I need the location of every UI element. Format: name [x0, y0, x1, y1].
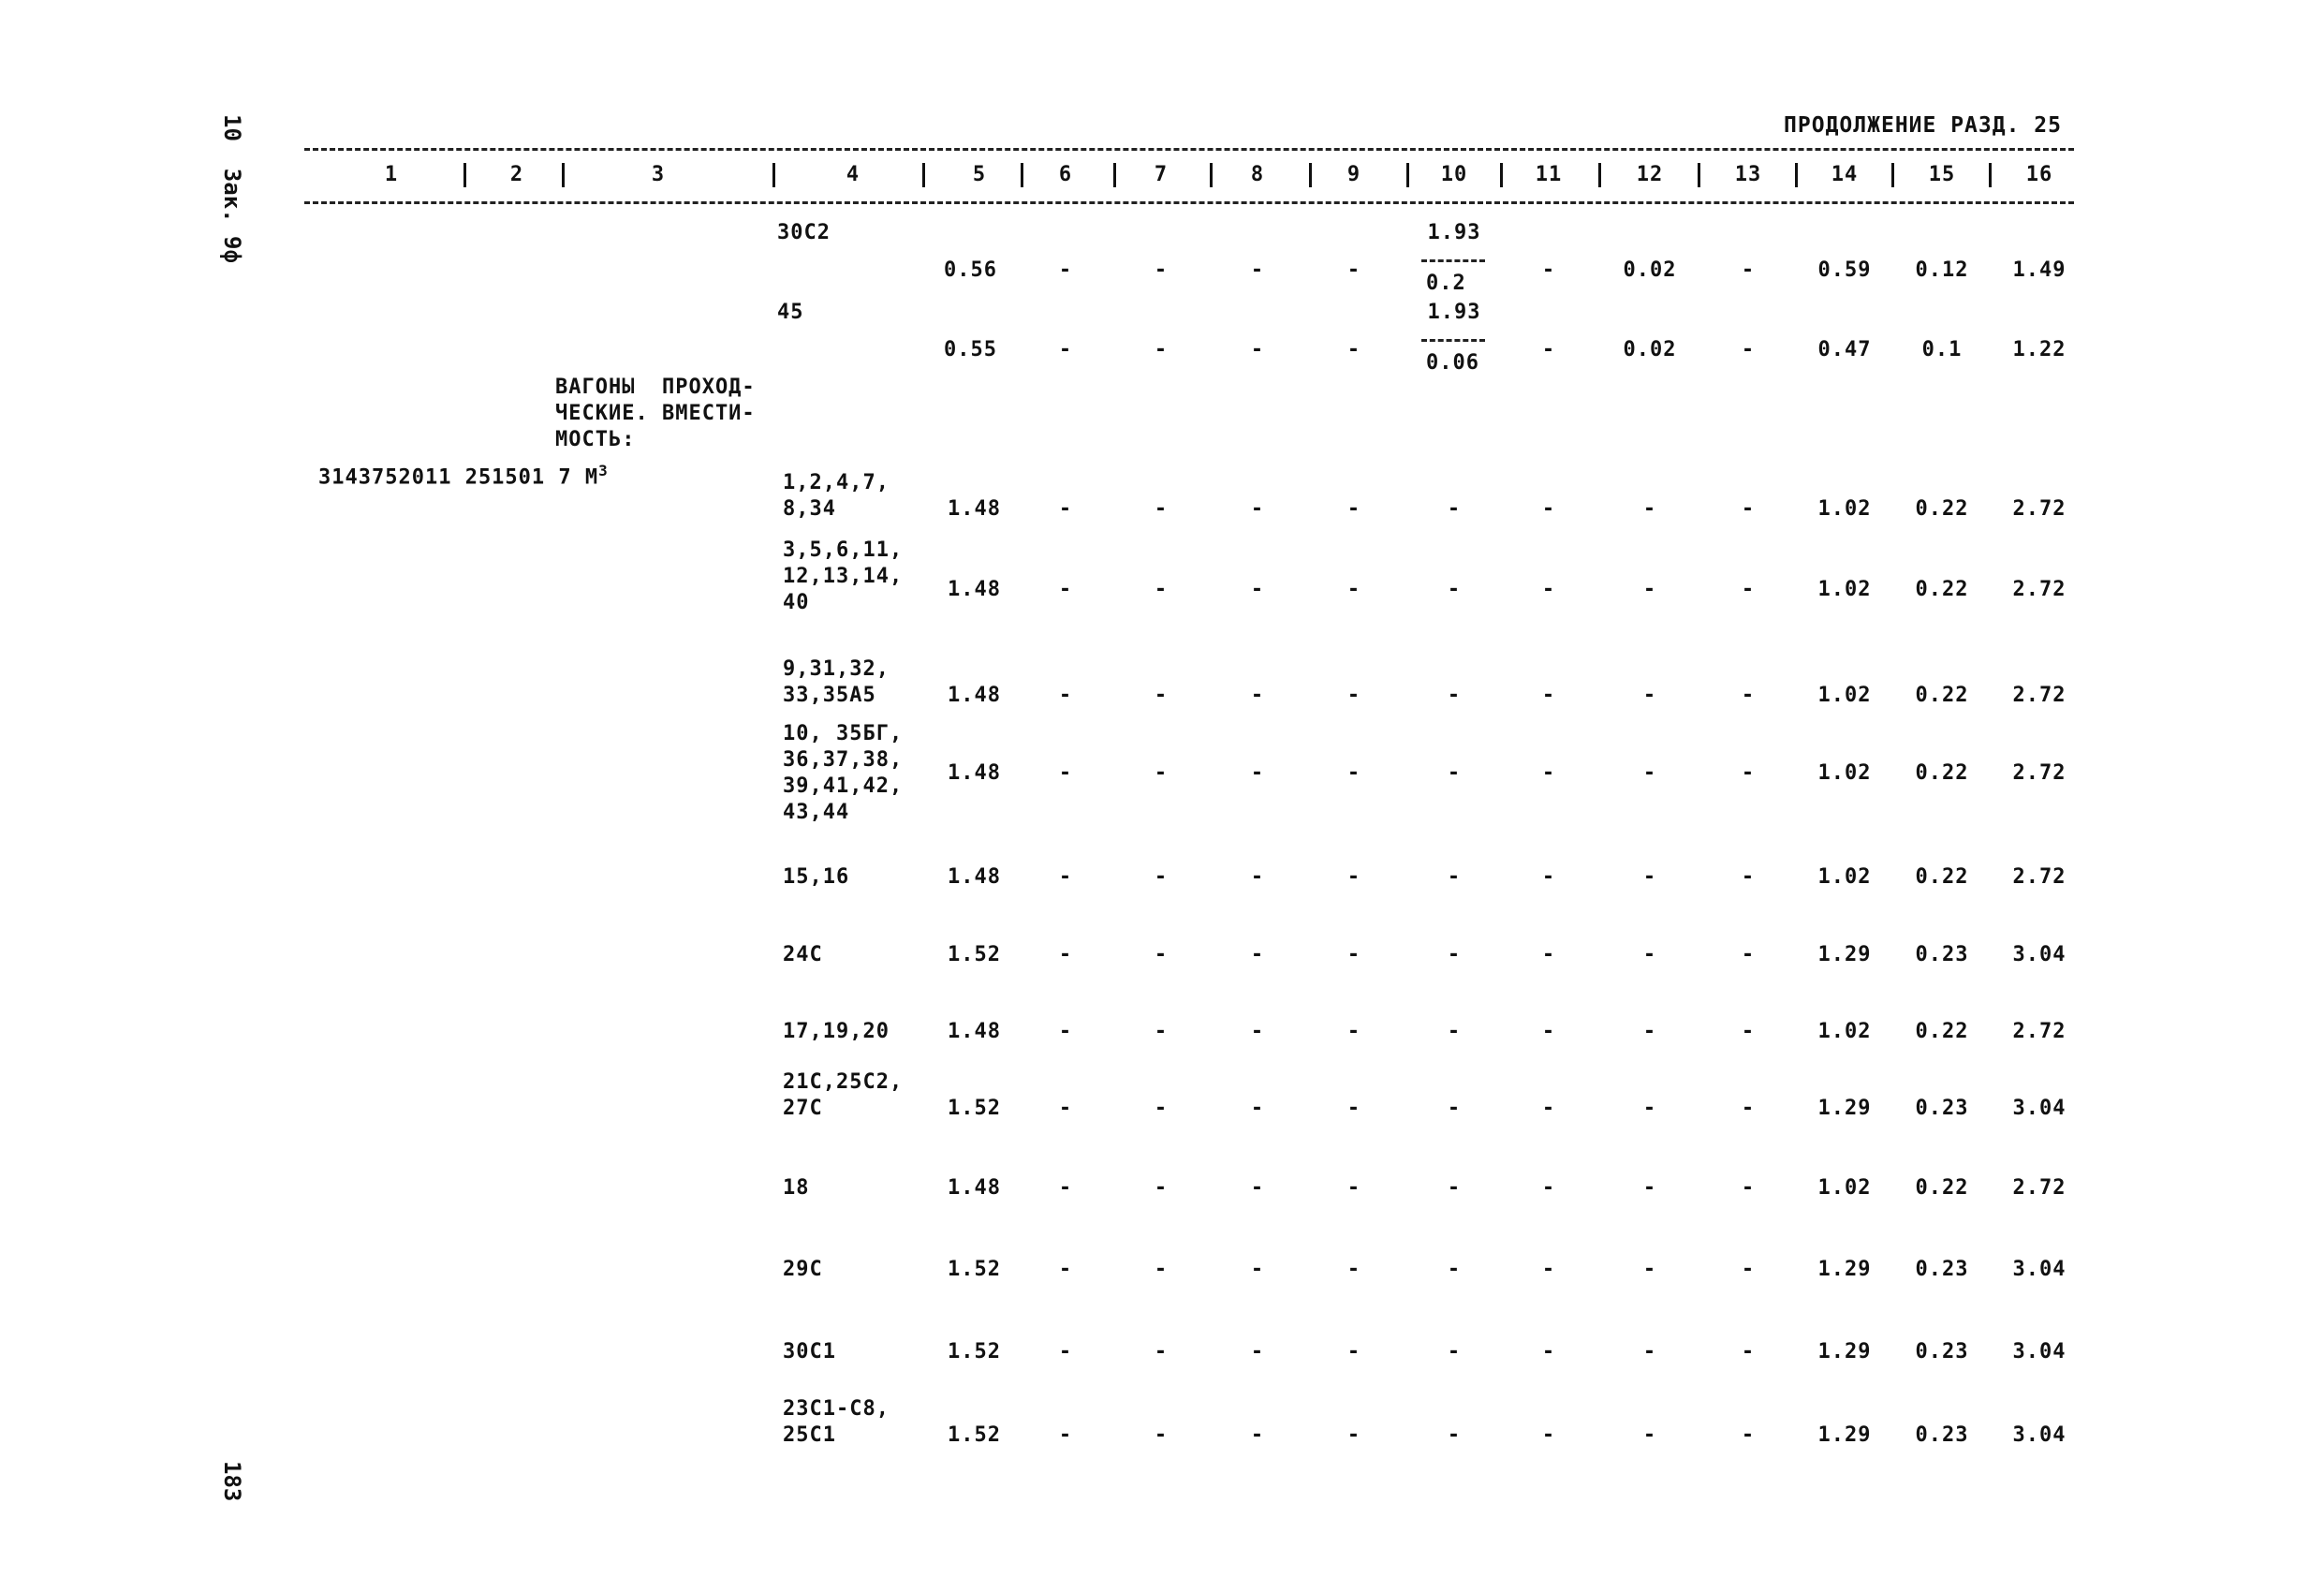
- cell-col16: 2.72: [2012, 1176, 2067, 1200]
- cell-col13-dash: -: [1741, 1020, 1756, 1043]
- cell-col15: 0.22: [1915, 578, 1969, 601]
- cell-col14: 1.02: [1817, 684, 1872, 707]
- cell-col9-dash: -: [1346, 865, 1361, 889]
- column-header-2: 2: [509, 163, 524, 186]
- cell-col5: 0.55: [944, 338, 997, 361]
- cell-col10-dash: -: [1447, 1020, 1462, 1043]
- column-header-4: 4: [846, 163, 860, 186]
- cell-col12: 0.02: [1623, 258, 1677, 282]
- cell-col16: 2.72: [2012, 1020, 2067, 1043]
- cell-col12-dash: -: [1642, 1020, 1657, 1043]
- cell-col4: 15,16: [783, 865, 850, 889]
- cell-col14: 1.02: [1817, 578, 1872, 601]
- cell-col6-dash: -: [1058, 684, 1073, 707]
- column-separator: [1113, 163, 1116, 187]
- cell-col8-dash: -: [1250, 1340, 1265, 1364]
- cell-col12-dash: -: [1642, 578, 1657, 601]
- cell-col16: 2.72: [2012, 497, 2067, 521]
- cell-col13-dash: -: [1741, 1340, 1756, 1364]
- cell-col16: 2.72: [2012, 865, 2067, 889]
- cell-col5: 1.52: [948, 1423, 1001, 1447]
- cell-col7-dash: -: [1154, 578, 1169, 601]
- column-separator: [1795, 163, 1798, 187]
- cell-col15: 0.1: [1921, 338, 1963, 361]
- cell-col11: -: [1541, 338, 1556, 361]
- cell-col15: 0.23: [1915, 1258, 1969, 1281]
- cell-col10-dash: -: [1447, 1340, 1462, 1364]
- cell-col14: 0.59: [1817, 258, 1872, 282]
- cell-col14: 1.29: [1817, 1258, 1872, 1281]
- cell-c8: -: [1250, 338, 1265, 361]
- cell-col16: 2.72: [2012, 684, 2067, 707]
- cell-col6-dash: -: [1058, 1423, 1073, 1447]
- cell-col7-dash: -: [1154, 1340, 1169, 1364]
- column-header-5: 5: [972, 163, 987, 186]
- cell-col4: 3,5,6,11,: [783, 538, 904, 562]
- cell-col13-dash: -: [1741, 1258, 1756, 1281]
- column-separator: [1309, 163, 1312, 187]
- cell-col13-dash: -: [1741, 865, 1756, 889]
- column-header-8: 8: [1250, 163, 1265, 186]
- cell-col10-denominator: 0.06: [1426, 351, 1479, 375]
- cell-col14: 1.29: [1817, 1340, 1872, 1364]
- cell-col7-dash: -: [1154, 1423, 1169, 1447]
- cell-col12: 0.02: [1623, 338, 1677, 361]
- cell-col13-dash: -: [1741, 1423, 1756, 1447]
- column-separator: [1406, 163, 1409, 187]
- column-separator: [1891, 163, 1894, 187]
- cell-col4: 30С1: [783, 1340, 836, 1364]
- cell-col11-dash: -: [1541, 943, 1556, 966]
- cell-col13: -: [1741, 338, 1756, 361]
- cell-col6-dash: -: [1058, 865, 1073, 889]
- cell-col4: 40: [783, 591, 810, 614]
- cell-col4: 1,2,4,7,: [783, 471, 890, 494]
- cell-col4: 18: [783, 1176, 810, 1200]
- cell-col9-dash: -: [1346, 1097, 1361, 1120]
- cell-col7-dash: -: [1154, 943, 1169, 966]
- cell-col11: -: [1541, 258, 1556, 282]
- cell-col10-dash: -: [1447, 497, 1462, 521]
- cell-col12-dash: -: [1642, 865, 1657, 889]
- cell-col13-dash: -: [1741, 497, 1756, 521]
- group-name-line: ВАГОНЫ ПРОХОД-: [555, 376, 756, 399]
- cell-col4: 23С1-С8,: [783, 1397, 890, 1421]
- cell-col4: 21С,25С2,: [783, 1070, 904, 1094]
- cell-col9-dash: -: [1346, 1423, 1361, 1447]
- cell-col16: 2.72: [2012, 578, 2067, 601]
- cell-col5: 1.48: [948, 1020, 1001, 1043]
- cell-c7: -: [1154, 258, 1169, 282]
- cell-col14: 1.02: [1817, 497, 1872, 521]
- cell-c7: -: [1154, 338, 1169, 361]
- cell-col9-dash: -: [1346, 497, 1361, 521]
- cell-col7-dash: -: [1154, 684, 1169, 707]
- column-header-16: 16: [2025, 163, 2053, 186]
- cell-col15: 0.22: [1915, 684, 1969, 707]
- cell-col13-dash: -: [1741, 761, 1756, 785]
- cell-col9-dash: -: [1346, 1258, 1361, 1281]
- cell-col5: 1.48: [948, 1176, 1001, 1200]
- cell-col15: 0.23: [1915, 1340, 1969, 1364]
- cell-col6-dash: -: [1058, 1258, 1073, 1281]
- cell-col16: 3.04: [2012, 1097, 2067, 1120]
- cell-col14: 0.47: [1817, 338, 1872, 361]
- cell-col16: 3.04: [2012, 1258, 2067, 1281]
- cell-col14: 1.02: [1817, 1176, 1872, 1200]
- cell-col13-dash: -: [1741, 684, 1756, 707]
- cell-col8-dash: -: [1250, 684, 1265, 707]
- cell-col12-dash: -: [1642, 497, 1657, 521]
- cell-col6-dash: -: [1058, 497, 1073, 521]
- cell-col10-dash: -: [1447, 1176, 1462, 1200]
- cell-col11-dash: -: [1541, 684, 1556, 707]
- fraction-bar: [1421, 339, 1485, 342]
- cell-col7-dash: -: [1154, 1258, 1169, 1281]
- column-header-11: 11: [1535, 163, 1563, 186]
- cell-col4: 8,34: [783, 497, 836, 521]
- cell-col4: 45: [777, 301, 804, 324]
- cell-col8-dash: -: [1250, 1176, 1265, 1200]
- cell-col5: 0.56: [944, 258, 997, 282]
- cell-col15: 0.22: [1915, 761, 1969, 785]
- cell-c6: -: [1058, 338, 1073, 361]
- cell-col5: 1.48: [948, 761, 1001, 785]
- cell-col4: 30С2: [777, 221, 831, 244]
- cell-col10-numerator: 1.93: [1427, 221, 1481, 244]
- cell-col8-dash: -: [1250, 1097, 1265, 1120]
- column-header-9: 9: [1346, 163, 1361, 186]
- cell-col7-dash: -: [1154, 1097, 1169, 1120]
- cell-col4: 33,35А5: [783, 684, 876, 707]
- cell-col10-dash: -: [1447, 684, 1462, 707]
- cell-col9-dash: -: [1346, 1340, 1361, 1364]
- cell-col4: 29С: [783, 1258, 823, 1281]
- cell-col10-denominator: 0.2: [1426, 272, 1466, 295]
- cell-col12-dash: -: [1642, 943, 1657, 966]
- cell-col7-dash: -: [1154, 497, 1169, 521]
- cell-col14: 1.29: [1817, 1423, 1872, 1447]
- cell-c9: -: [1346, 338, 1361, 361]
- column-header-12: 12: [1636, 163, 1664, 186]
- cell-col9-dash: -: [1346, 761, 1361, 785]
- cell-col11-dash: -: [1541, 1340, 1556, 1364]
- column-header-1: 1: [384, 163, 399, 186]
- cell-col12-dash: -: [1642, 761, 1657, 785]
- cell-col9-dash: -: [1346, 1176, 1361, 1200]
- cell-c6: -: [1058, 258, 1073, 282]
- cell-col10-dash: -: [1447, 1258, 1462, 1281]
- column-separator: [562, 163, 565, 187]
- cell-col8-dash: -: [1250, 578, 1265, 601]
- cell-col6-dash: -: [1058, 1340, 1073, 1364]
- cell-col13-dash: -: [1741, 1176, 1756, 1200]
- cell-col15: 0.23: [1915, 943, 1969, 966]
- cell-col8-dash: -: [1250, 1258, 1265, 1281]
- cell-col11-dash: -: [1541, 1176, 1556, 1200]
- cell-col13: -: [1741, 258, 1756, 282]
- cell-col12-dash: -: [1642, 684, 1657, 707]
- cell-col7-dash: -: [1154, 865, 1169, 889]
- cell-col4: 27С: [783, 1097, 823, 1120]
- unit-superscript: 3: [598, 462, 609, 479]
- column-separator: [1210, 163, 1213, 187]
- cell-col13-dash: -: [1741, 943, 1756, 966]
- cell-col15: 0.22: [1915, 865, 1969, 889]
- cell-col16: 3.04: [2012, 943, 2067, 966]
- cell-col10-dash: -: [1447, 1423, 1462, 1447]
- cell-col16: 2.72: [2012, 761, 2067, 785]
- cell-col12-dash: -: [1642, 1097, 1657, 1120]
- column-separator: [1021, 163, 1023, 187]
- column-separator: [772, 163, 775, 187]
- cell-col4: 36,37,38,: [783, 748, 904, 772]
- cell-col8-dash: -: [1250, 1020, 1265, 1043]
- column-header-6: 6: [1058, 163, 1073, 186]
- group-name-line: ЧЕСКИЕ. ВМЕСТИ-: [555, 402, 756, 425]
- column-separator: [922, 163, 925, 187]
- cell-col4: 25С1: [783, 1423, 836, 1447]
- cell-col10-numerator: 1.93: [1427, 301, 1481, 324]
- cell-col6-dash: -: [1058, 1020, 1073, 1043]
- column-separator: [1598, 163, 1601, 187]
- cell-c8: -: [1250, 258, 1265, 282]
- page-number: 183: [219, 1461, 245, 1502]
- continuation-heading: ПРОДОЛЖЕНИЕ РАЗД. 25: [1784, 113, 2062, 138]
- cell-col11-dash: -: [1541, 1258, 1556, 1281]
- cell-col4: 9,31,32,: [783, 657, 890, 681]
- cell-col4: 10, 35БГ,: [783, 722, 904, 745]
- cell-col11-dash: -: [1541, 865, 1556, 889]
- group-code: 3143752011 251501 7 $М^3$: [318, 462, 609, 490]
- cell-col15: 0.23: [1915, 1423, 1969, 1447]
- cell-col15: 0.12: [1915, 258, 1969, 282]
- cell-col10-dash: -: [1447, 1097, 1462, 1120]
- cell-col6-dash: -: [1058, 578, 1073, 601]
- cell-col5: 1.52: [948, 943, 1001, 966]
- cell-col9-dash: -: [1346, 943, 1361, 966]
- cell-col13-dash: -: [1741, 578, 1756, 601]
- column-header-3: 3: [651, 163, 666, 186]
- header-rule-bottom: [304, 201, 2074, 204]
- cell-col10-dash: -: [1447, 578, 1462, 601]
- cell-col15: 0.22: [1915, 1176, 1969, 1200]
- cell-col5: 1.48: [948, 497, 1001, 521]
- cell-col4: 43,44: [783, 801, 850, 824]
- cell-col6-dash: -: [1058, 761, 1073, 785]
- cell-col14: 1.29: [1817, 943, 1872, 966]
- column-separator: [1989, 163, 1992, 187]
- cell-col10-dash: -: [1447, 943, 1462, 966]
- cell-col9-dash: -: [1346, 578, 1361, 601]
- cell-col8-dash: -: [1250, 943, 1265, 966]
- group-name-line: МОСТЬ:: [555, 428, 636, 451]
- cell-col9-dash: -: [1346, 684, 1361, 707]
- cell-col12-dash: -: [1642, 1423, 1657, 1447]
- cell-col13-dash: -: [1741, 1097, 1756, 1120]
- cell-c9: -: [1346, 258, 1361, 282]
- column-header-14: 14: [1831, 163, 1859, 186]
- fraction-bar: [1421, 259, 1485, 262]
- cell-col11-dash: -: [1541, 1020, 1556, 1043]
- cell-col15: 0.23: [1915, 1097, 1969, 1120]
- cell-col8-dash: -: [1250, 1423, 1265, 1447]
- cell-col6-dash: -: [1058, 1097, 1073, 1120]
- cell-col4: 39,41,42,: [783, 774, 904, 798]
- cell-col10-dash: -: [1447, 865, 1462, 889]
- column-separator: [1698, 163, 1700, 187]
- cell-col11-dash: -: [1541, 497, 1556, 521]
- cell-col14: 1.02: [1817, 761, 1872, 785]
- cell-col4: 12,13,14,: [783, 565, 904, 588]
- cell-col16: 3.04: [2012, 1423, 2067, 1447]
- cell-col11-dash: -: [1541, 578, 1556, 601]
- cell-col5: 1.48: [948, 578, 1001, 601]
- cell-col12-dash: -: [1642, 1340, 1657, 1364]
- cell-col14: 1.02: [1817, 865, 1872, 889]
- column-header-10: 10: [1440, 163, 1468, 186]
- cell-col7-dash: -: [1154, 1020, 1169, 1043]
- side-order-note: 10 Зак. 9ф: [219, 114, 245, 263]
- cell-col16: 1.22: [2012, 338, 2067, 361]
- cell-col6-dash: -: [1058, 943, 1073, 966]
- cell-col16: 1.49: [2012, 258, 2067, 282]
- cell-col5: 1.52: [948, 1097, 1001, 1120]
- column-header-15: 15: [1928, 163, 1956, 186]
- cell-col11-dash: -: [1541, 1423, 1556, 1447]
- cell-col8-dash: -: [1250, 865, 1265, 889]
- cell-col5: 1.52: [948, 1258, 1001, 1281]
- column-header-13: 13: [1734, 163, 1762, 186]
- header-rule-top: [304, 148, 2074, 151]
- cell-col14: 1.29: [1817, 1097, 1872, 1120]
- cell-col5: 1.48: [948, 684, 1001, 707]
- cell-col10-dash: -: [1447, 761, 1462, 785]
- cell-col8-dash: -: [1250, 761, 1265, 785]
- cell-col4: 24С: [783, 943, 823, 966]
- cell-col4: 17,19,20: [783, 1020, 890, 1043]
- cell-col5: 1.52: [948, 1340, 1001, 1364]
- cell-col16: 3.04: [2012, 1340, 2067, 1364]
- cell-col12-dash: -: [1642, 1176, 1657, 1200]
- cell-col15: 0.22: [1915, 1020, 1969, 1043]
- cell-col5: 1.48: [948, 865, 1001, 889]
- cell-col15: 0.22: [1915, 497, 1969, 521]
- cell-col9-dash: -: [1346, 1020, 1361, 1043]
- cell-col8-dash: -: [1250, 497, 1265, 521]
- cell-col6-dash: -: [1058, 1176, 1073, 1200]
- column-separator: [463, 163, 466, 187]
- cell-col14: 1.02: [1817, 1020, 1872, 1043]
- cell-col7-dash: -: [1154, 761, 1169, 785]
- cell-col11-dash: -: [1541, 1097, 1556, 1120]
- cell-col12-dash: -: [1642, 1258, 1657, 1281]
- cell-col7-dash: -: [1154, 1176, 1169, 1200]
- column-header-7: 7: [1154, 163, 1169, 186]
- cell-col11-dash: -: [1541, 761, 1556, 785]
- column-separator: [1500, 163, 1503, 187]
